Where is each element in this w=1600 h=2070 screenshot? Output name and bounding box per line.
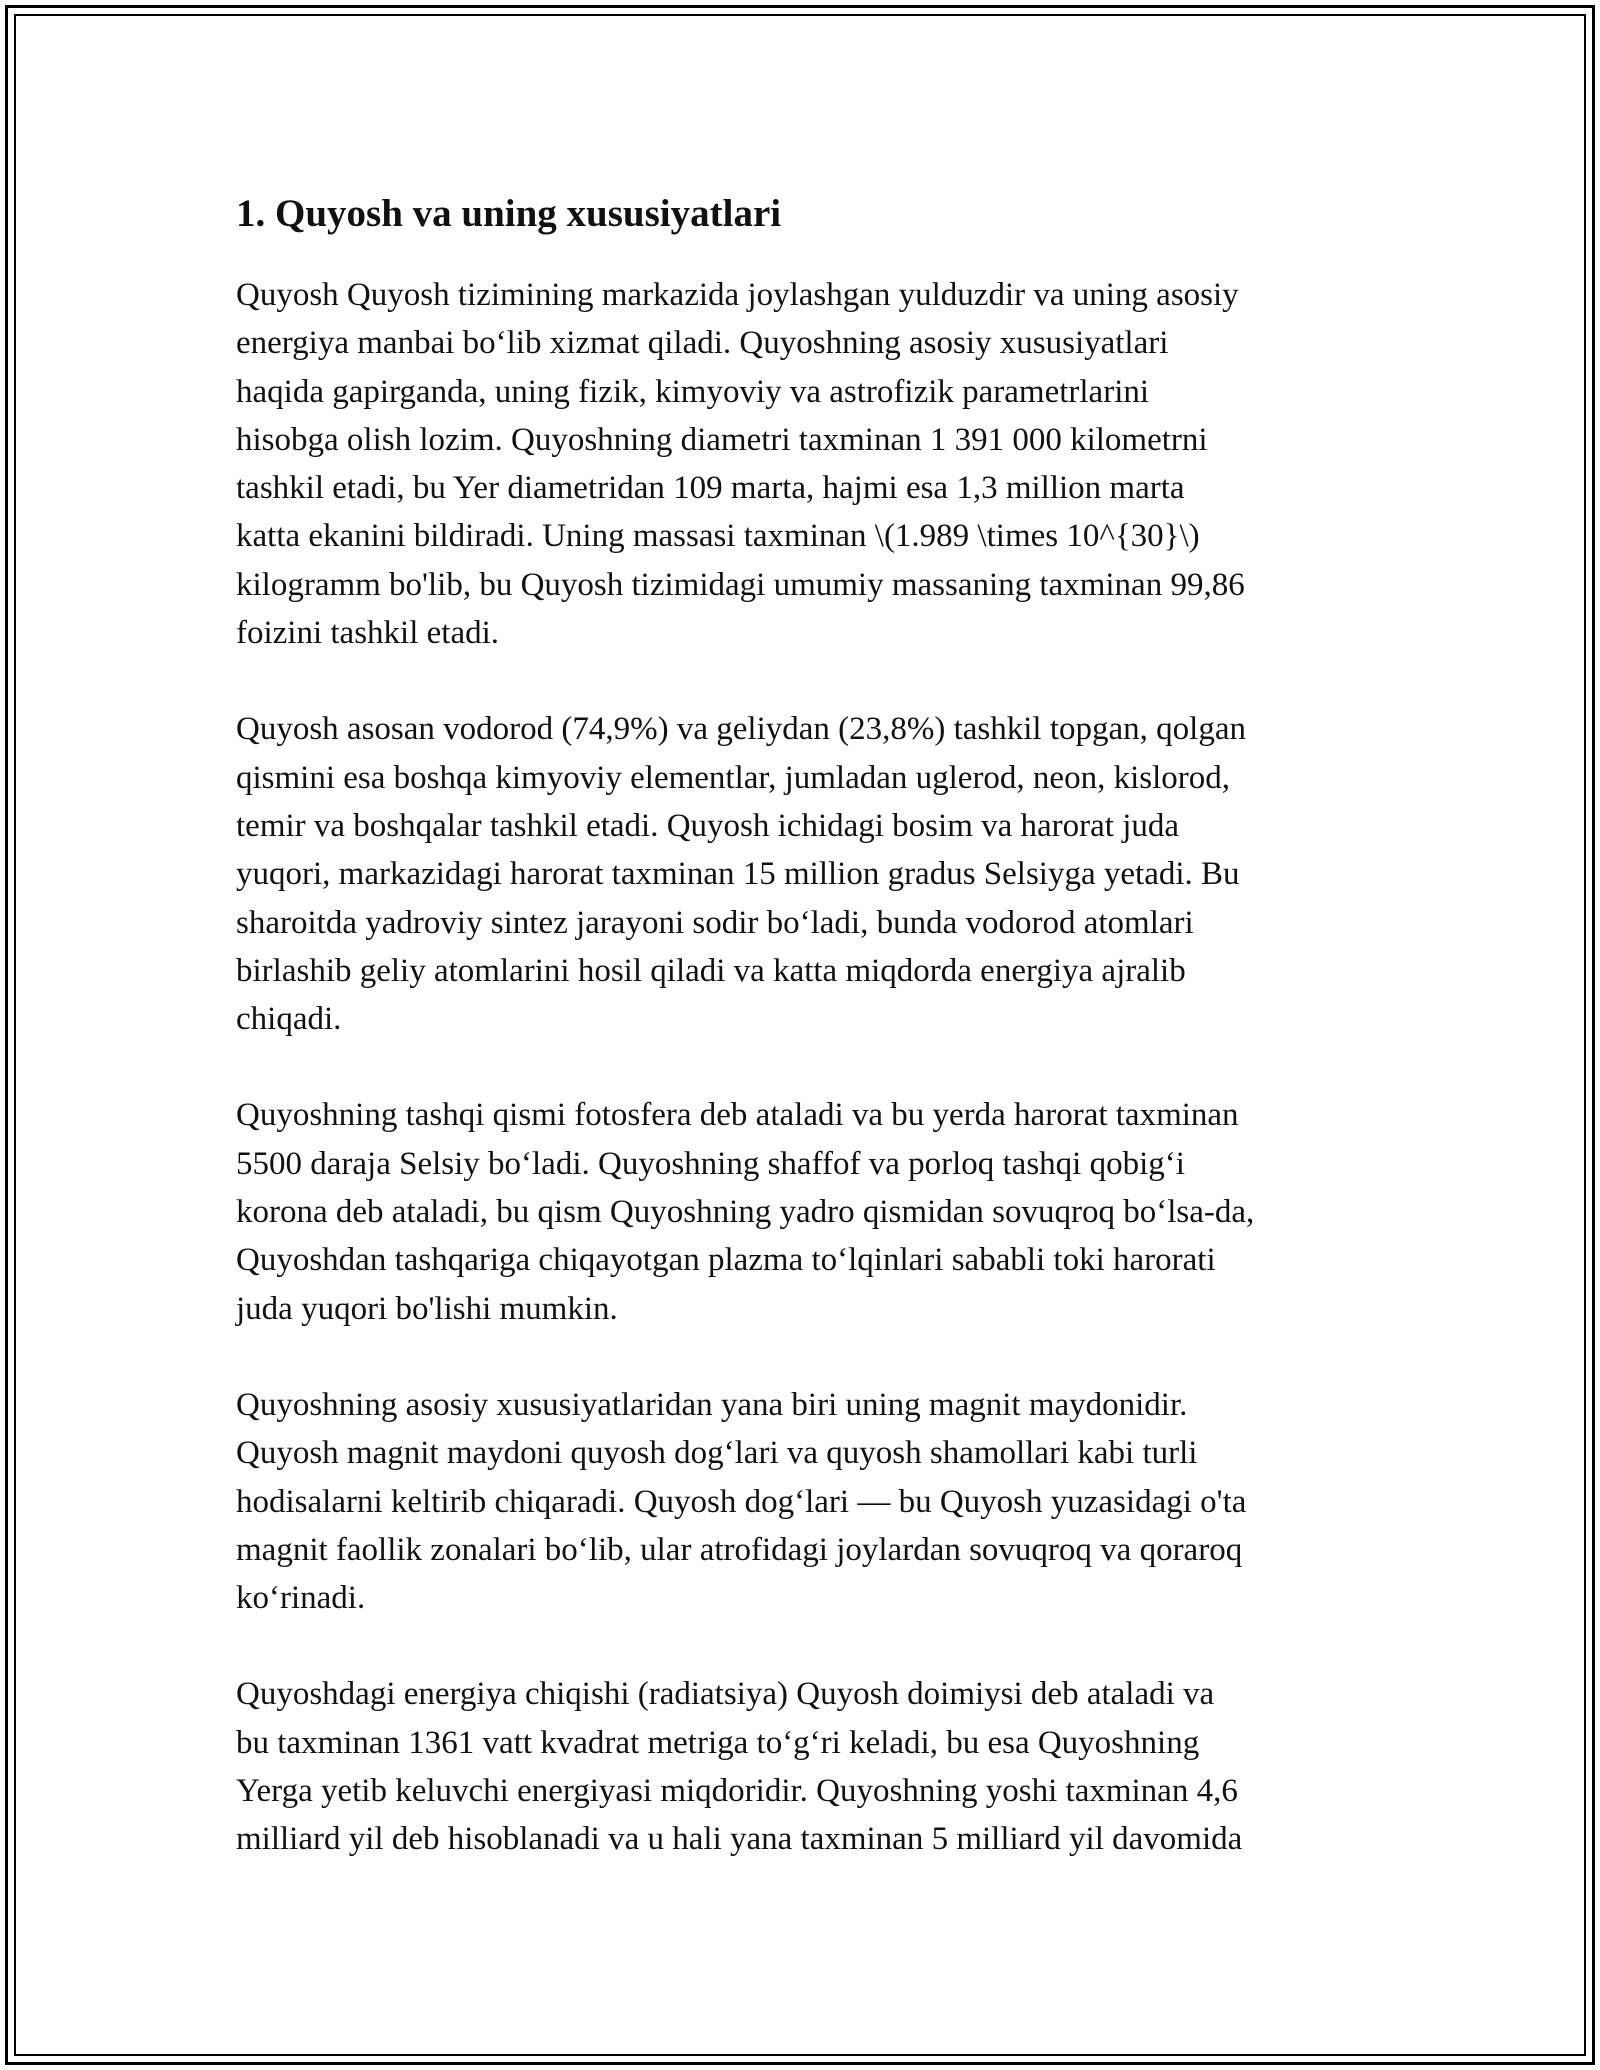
paragraph-line: milliard yil deb hisoblanadi va u hali yana taxminan 5 milliard yil davomida <box>236 1821 1243 1858</box>
paragraph-line: magnit faollik zonalari bo‘lib, ular atrofidagi joylardan sovuqroq va qoraroq <box>236 1531 1243 1568</box>
paragraph-line: hisobga olish lozim. Quyoshning diametri taxminan 1 391 000 kilometrni <box>236 421 1208 458</box>
paragraph-line: katta ekanini bildiradi. Uning massasi taxminan \(1.989 \times 10^{30}\) <box>236 518 1200 555</box>
paragraph-line: birlashib geliy atomlarini hosil qiladi va katta miqdorda energiya ajralib <box>236 952 1186 989</box>
paragraph-line: Quyosh Quyosh tizimining markazida joylashgan yulduzdir va uning asosiy <box>236 277 1239 313</box>
paragraph-line: foizini tashkil etadi. <box>236 615 500 652</box>
paragraph-line: kilogramm bo'lib, bu Quyosh tizimidagi umumiy massaning taxminan 99,86 <box>236 566 1245 603</box>
paragraph-3 <box>236 1091 1376 1332</box>
paragraph-line: Quyoshning asosiy xususiyatlaridan yana biri uning magnit maydonidir. <box>236 1386 1188 1423</box>
paragraph-line: bu taxminan 1361 vatt kvadrat metriga to‘g‘ri keladi, bu esa Quyoshning <box>236 1724 1200 1761</box>
paragraph-line: hodisalarni keltirib chiqaradi. Quyosh dog‘lari — bu Quyosh yuzasidagi o'ta <box>236 1483 1247 1520</box>
paragraph-line: Quyosh magnit maydoni quyosh dog‘lari va quyosh shamollari kabi turli <box>236 1435 1198 1472</box>
paragraph-line: yuqori, markazidagi harorat taxminan 15 million gradus Selsiyga yetadi. Bu <box>236 856 1240 893</box>
paragraph-line: tashkil etadi, bu Yer diametridan 109 marta, hajmi esa 1,3 million marta <box>236 470 1185 507</box>
paragraph-4 <box>236 1381 1376 1622</box>
paragraph-line: juda yuqori bo'lishi mumkin. <box>236 1290 618 1327</box>
paragraph-5 <box>236 1670 1376 1863</box>
paragraph-line: chiqadi. <box>236 1001 342 1038</box>
paragraph-line: Quyoshdagi energiya chiqishi (radiatsiya) Quyosh doimiysi deb ataladi va <box>236 1676 1215 1713</box>
paragraph-2 <box>236 705 1376 1043</box>
paragraph-line: temir va boshqalar tashkil etadi. Quyosh ichidagi bosim va harorat juda <box>236 807 1180 844</box>
paragraph-line: sharoitda yadroviy sintez jarayoni sodir bo‘ladi, bunda vodorod atomlari <box>236 904 1194 941</box>
paragraph-line: energiya manbai bo‘lib xizmat qiladi. Quyoshning asosiy xususiyatlari <box>236 325 1169 362</box>
paragraph-line: korona deb ataladi, bu qism Quyoshning yadro qismidan sovuqroq bo‘lsa-da, <box>236 1194 1255 1231</box>
paragraph-line: Quyoshdan tashqariga chiqayotgan plazma to‘lqinlari sababli toki harorati <box>236 1242 1216 1279</box>
paragraph-line: Yerga yetib keluvchi energiyasi miqdoridir. Quyoshning yoshi taxminan 4,6 <box>236 1773 1238 1810</box>
paragraph-line: ko‘rinadi. <box>236 1580 366 1617</box>
document-body <box>236 185 1376 1912</box>
paragraph-1 <box>236 271 1376 657</box>
paragraph-line: Quyoshning tashqi qismi fotosfera deb ataladi va bu yerda harorat taxminan <box>236 1097 1239 1134</box>
paragraph-line: haqida gapirganda, uning fizik, kimyoviy va astrofizik parametrlarini <box>236 373 1150 410</box>
paragraph-line: qismini esa boshqa kimyoviy elementlar, jumladan uglerod, neon, kislorod, <box>236 759 1230 796</box>
section-heading: 1. Quyosh va uning xususiyatlari <box>236 192 782 235</box>
paragraph-line: Quyosh asosan vodorod (74,9%) va geliydan (23,8%) tashkil topgan, qolgan <box>236 711 1246 748</box>
paragraph-line: 5500 daraja Selsiy bo‘ladi. Quyoshning shaffof va porloq tashqi qobig‘i <box>236 1145 1185 1182</box>
